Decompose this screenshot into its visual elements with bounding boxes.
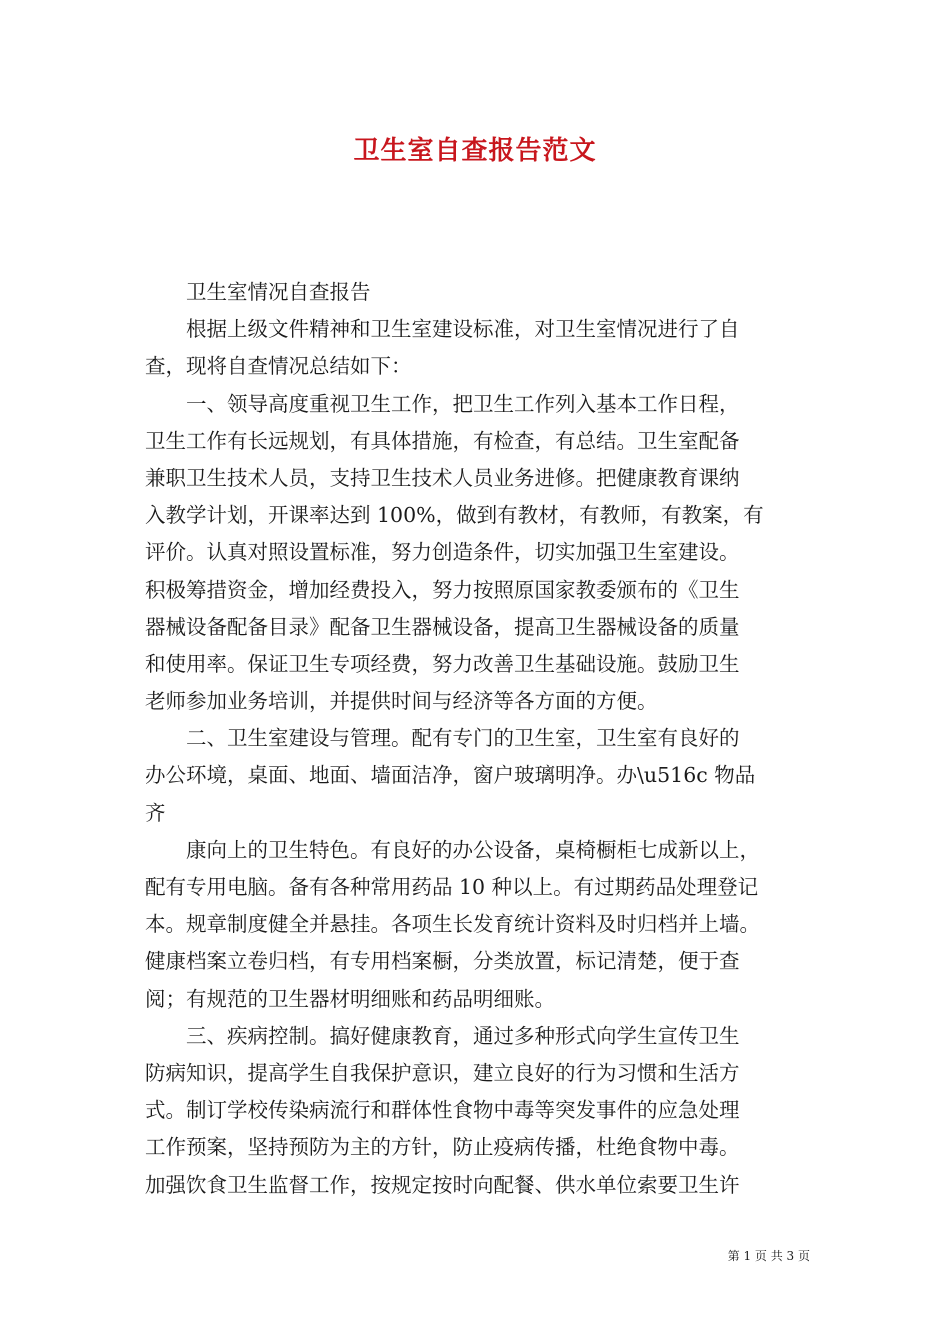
body-line: 器械设备配备目录》配备卫生器械设备，提高卫生器械设备的质量 [145, 614, 740, 639]
body-line: 卫生工作有长远规划，有具体措施，有检查，有总结。卫生室配备 [145, 428, 740, 453]
page-number-footer: 第 1 页 共 3 页 [727, 1249, 810, 1263]
body-line: 积极筹措资金，增加经费投入，努力按照原国家教委颁布的《卫生 [145, 577, 740, 602]
body-line: 式。制订学校传染病流行和群体性食物中毒等突发事件的应急处理 [145, 1098, 740, 1123]
body-line: 一、领导高度重视卫生工作，把卫生工作列入基本工作日程， [145, 391, 740, 416]
body-line: 老师参加业务培训，并提供时间与经济等各方面的方便。 [145, 689, 658, 714]
body-line: 齐 [145, 800, 166, 825]
body-line: 三、疾病控制。搞好健康教育，通过多种形式向学生宣传卫生 [145, 1023, 740, 1048]
body-line: 根据上级文件精神和卫生室建设标准，对卫生室情况进行了自 [145, 317, 740, 342]
body-line: 评价。认真对照设置标准，努力创造条件，切实加强卫生室建设。 [145, 540, 740, 565]
body-line: 和使用率。保证卫生专项经费，努力改善卫生基础设施。鼓励卫生 [145, 651, 740, 676]
body-line: 入教学计划，开课率达到 100%，做到有教材，有教师，有教案，有 [145, 503, 764, 528]
body-line: 配有专用电脑。备有各种常用药品 10 种以上。有过期药品处理登记 [145, 875, 759, 899]
body-line: 本。规章制度健全并悬挂。各项生长发育统计资料及时归档并上墙。 [145, 912, 760, 937]
body-line: 二、卫生室建设与管理。配有专门的卫生室，卫生室有良好的 [145, 726, 740, 751]
document-body [145, 274, 810, 1204]
document-title: 卫生室自查报告范文 [353, 136, 597, 166]
body-line: 兼职卫生技术人员，支持卫生技术人员业务进修。把健康教育课纳 [145, 465, 740, 490]
body-line: 办公环境，桌面、地面、墙面洁净，窗户玻璃明净。办\u516c 物品 [145, 763, 756, 788]
body-line: 防病知识，提高学生自我保护意识，建立良好的行为习惯和生活方 [145, 1060, 740, 1085]
body-line: 健康档案立卷归档，有专用档案橱，分类放置，标记清楚，便于查 [145, 949, 740, 974]
body-line: 阅；有规范的卫生器材明细账和药品明细账。 [145, 986, 555, 1011]
body-line: 加强饮食卫生监督工作，按规定按时向配餐、供水单位索要卫生许 [145, 1172, 740, 1197]
body-line: 查，现将自查情况总结如下： [145, 354, 412, 379]
body-line: 工作预案，坚持预防为主的方针，防止疫病传播，杜绝食物中毒。 [145, 1135, 740, 1160]
body-line: 卫生室情况自查报告 [145, 280, 371, 304]
body-line: 康向上的卫生特色。有良好的办公设备，桌椅橱柜七成新以上， [145, 837, 760, 862]
